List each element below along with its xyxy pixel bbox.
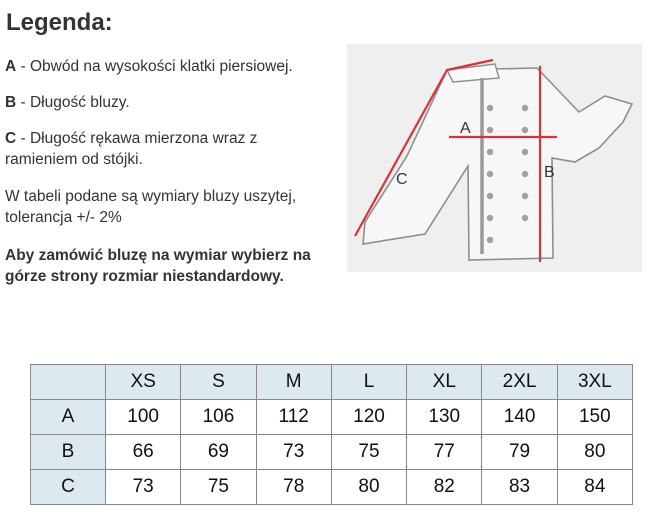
- figure-label-a: A: [460, 120, 471, 137]
- table-cell: 73: [256, 435, 331, 470]
- legend-key-c: C: [5, 130, 17, 147]
- table-header: S: [181, 365, 256, 400]
- legend-item-b: [5, 92, 330, 113]
- tolerance-note: W tabeli podane są wymiary bluzy uszytej, tolerancja +/- 2%: [5, 188, 297, 226]
- table-cell: 77: [407, 435, 482, 470]
- table-cell: 82: [407, 470, 482, 505]
- legend-item-a: [5, 56, 330, 77]
- table-cell: 80: [557, 435, 632, 470]
- table-cell: 69: [181, 435, 256, 470]
- table-row: [31, 470, 633, 505]
- row-header: A: [31, 400, 106, 435]
- legend-text-c: - Długość rękawa mierzona wraz z ramieniem od stójki.: [5, 130, 258, 168]
- legend-item-c: [5, 128, 305, 170]
- table-row: [31, 435, 633, 470]
- table-header-row: [31, 365, 633, 400]
- figure-label-c: C: [396, 171, 408, 188]
- table-cell: 73: [106, 470, 181, 505]
- table-header: XL: [407, 365, 482, 400]
- table-cell: 75: [331, 435, 406, 470]
- table-cell: 120: [331, 400, 406, 435]
- table-row: [31, 400, 633, 435]
- table-corner-cell: [31, 365, 106, 400]
- table-cell: 100: [106, 400, 181, 435]
- table-cell: 83: [482, 470, 557, 505]
- table-cell: 79: [482, 435, 557, 470]
- table-header: XS: [106, 365, 181, 400]
- table-cell: 112: [256, 400, 331, 435]
- table-cell: 84: [557, 470, 632, 505]
- legend-title: Legenda:: [6, 9, 113, 36]
- table-header: M: [256, 365, 331, 400]
- figure-label-b: B: [544, 164, 555, 181]
- size-table: [30, 364, 633, 505]
- table-cell: 66: [106, 435, 181, 470]
- table-header: 3XL: [557, 365, 632, 400]
- table-cell: 75: [181, 470, 256, 505]
- table-cell: 80: [331, 470, 406, 505]
- table-cell: 78: [256, 470, 331, 505]
- table-cell: 130: [407, 400, 482, 435]
- legend-text-a: - Obwód na wysokości klatki piersiowej.: [16, 58, 293, 75]
- jacket-illustration: [347, 44, 642, 272]
- table-header: 2XL: [482, 365, 557, 400]
- legend-key-a: A: [5, 58, 17, 75]
- table-cell: 140: [482, 400, 557, 435]
- table-cell: 150: [557, 400, 632, 435]
- legend-key-b: B: [5, 94, 17, 111]
- legend-text-b: - Długość bluzy.: [16, 94, 130, 111]
- jacket-collar: [447, 64, 499, 82]
- order-note: Aby zamówić bluzę na wymiar wybierz na górze strony rozmiar niestandardowy.: [5, 247, 311, 285]
- table-header: L: [331, 365, 406, 400]
- row-header: C: [31, 470, 106, 505]
- row-header: B: [31, 435, 106, 470]
- table-cell: 106: [181, 400, 256, 435]
- jacket-figure: [347, 44, 642, 272]
- jacket-body: [363, 68, 632, 260]
